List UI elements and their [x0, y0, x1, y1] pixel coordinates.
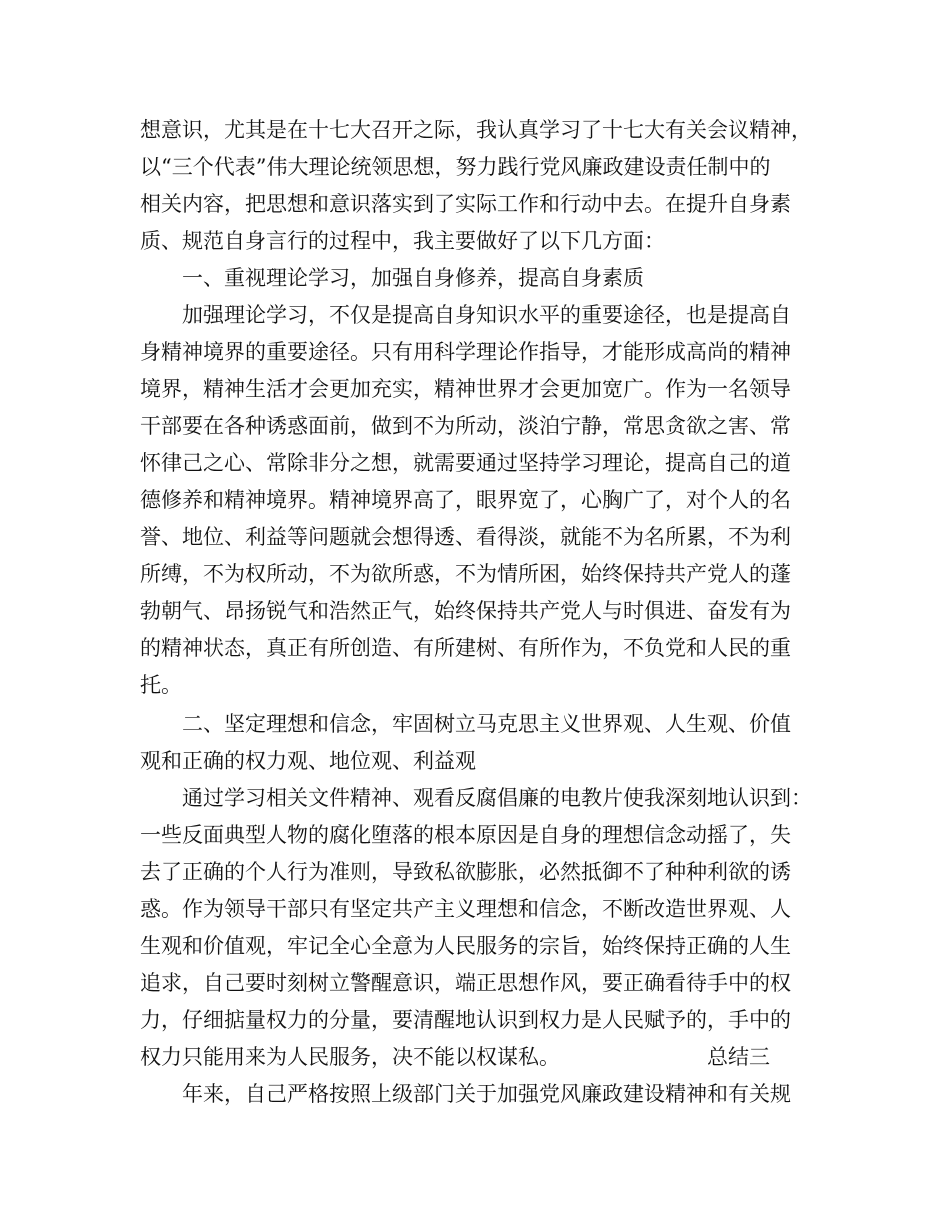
text-line-14: 勃朝气、昂扬锐气和浩然正气，始终保持共产党人与时俱进、奋发有为 [140, 599, 791, 623]
text-line-1: 想意识，尤其是在十七大召开之际，我认真学习了十七大有关会议精神， [140, 118, 812, 142]
text-line-11: 德修养和精神境界。精神境界高了，眼界宽了，心胸广了，对个人的名 [140, 488, 791, 512]
text-line-6: 加强理论学习，不仅是提高自身知识水平的重要途径，也是提高自 [182, 303, 791, 327]
text-line-27: 年来，自己严格按照上级部门关于加强党风廉政建设精神和有关规 [182, 1082, 791, 1106]
text-line-13: 所缚，不为权所动，不为欲所惑，不为情所困，始终保持共产党人的蓬 [140, 562, 791, 586]
text-line-4: 质、规范自身言行的过程中，我主要做好了以下几方面： [140, 229, 665, 253]
section-heading-2-cont: 观和正确的权力观、地位观、利益观 [140, 749, 476, 773]
text-line-3: 相关内容，把思想和意识落实到了实际工作和行动中去。在提升自身素 [140, 192, 791, 216]
text-line-22: 惑。作为领导干部只有坚定共产主义理想和信念，不断改造世界观、人 [140, 897, 791, 921]
section-heading-2: 二、坚定理想和信念，牢固树立马克思主义世界观、人生观、价值 [182, 712, 791, 736]
text-line-7: 身精神境界的重要途径。只有用科学理论作指导，才能形成高尚的精神 [140, 340, 791, 364]
section-heading-1: 一、重视理论学习，加强自身修养，提高自身素质 [182, 266, 644, 290]
text-line-8: 境界，精神生活才会更加充实，精神世界才会更加宽广。作为一名领导 [140, 377, 791, 401]
text-line-9: 干部要在各种诱惑面前，做到不为所动，淡泊宁静，常思贪欲之害、常 [140, 414, 791, 438]
text-line-16: 托。 [140, 673, 182, 697]
text-line-20: 一些反面典型人物的腐化堕落的根本原因是自身的理想信念动摇了，失 [140, 823, 791, 847]
text-line-24: 追求，自己要时刻树立警醒意识，端正思想作风，要正确看待手中的权 [140, 971, 791, 995]
text-line-25: 力，仔细掂量权力的分量，要清醒地认识到权力是人民赋予的，手中的 [140, 1008, 791, 1032]
text-line-19: 通过学习相关文件精神、观看反腐倡廉的电教片使我深刻地认识到： [182, 786, 812, 810]
text-line-23: 生观和价值观，牢记全心全意为人民服务的宗旨，始终保持正确的人生 [140, 934, 791, 958]
text-line-10: 怀律己之心、常除非分之想，就需要通过坚持学习理论，提高自己的道 [140, 451, 791, 475]
text-line-12: 誉、地位、利益等问题就会想得透、看得淡，就能不为名所累，不为利 [140, 525, 791, 549]
text-line-15: 的精神状态，真正有所创造、有所建树、有所作为，不负党和人民的重 [140, 636, 791, 660]
text-line-21: 去了正确的个人行为准则，导致私欲膨胀，必然抵御不了种种利欲的诱 [140, 860, 791, 884]
text-line-26: 权力只能用来为人民服务，决不能以权谋私。 [140, 1045, 560, 1069]
text-line-2: 以“三个代表”伟大理论统领思想，努力践行党风廉政建设责任制中的 [140, 155, 771, 179]
summary-label: 总结三 [707, 1045, 770, 1069]
